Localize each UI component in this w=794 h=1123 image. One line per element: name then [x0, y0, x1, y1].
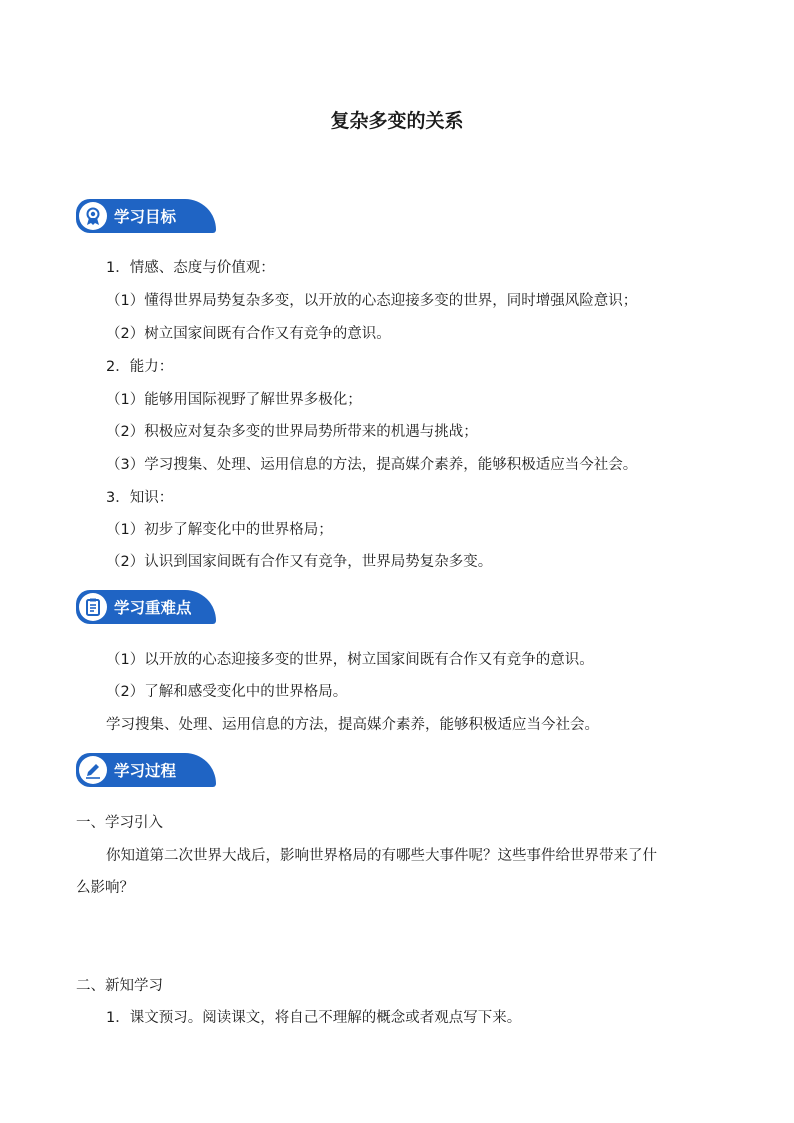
goal-line: （3）学习搜集、处理、运用信息的方法，提高媒介素养，能够积极适应当今社会。	[106, 457, 638, 473]
section-heading: 学习目标	[114, 208, 177, 226]
goal-line: 3．知识：	[106, 490, 174, 506]
award-ribbon-icon	[79, 202, 107, 230]
goal-line: （2）积极应对复杂多变的世界局势所带来的机遇与挑战；	[106, 424, 478, 440]
section-heading: 学习过程	[114, 762, 177, 780]
paragraph-line: 么影响？	[76, 880, 134, 896]
part-title: 二、新知学习	[76, 978, 163, 994]
pencil-icon	[79, 756, 107, 784]
keypoint-line: （1）以开放的心态迎接多变的世界，树立国家间既有合作又有竞争的意识。	[106, 652, 594, 668]
part-title: 一、学习引入	[76, 815, 163, 831]
goal-line: 2．能力：	[106, 359, 174, 375]
section-badge-process	[76, 753, 216, 787]
goal-line: （1）初步了解变化中的世界格局；	[106, 522, 333, 538]
keypoint-line: 学习搜集、处理、运用信息的方法，提高媒介素养，能够积极适应当今社会。	[106, 717, 599, 733]
section-badge-goals	[76, 199, 216, 233]
page-title: 复杂多变的关系	[330, 110, 464, 132]
goal-line: （2）树立国家间既有合作又有竞争的意识。	[106, 326, 391, 342]
paragraph-line: 1．课文预习。阅读课文，将自己不理解的概念或者观点写下来。	[106, 1010, 522, 1026]
paragraph-line: 你知道第二次世界大战后，影响世界格局的有哪些大事件呢？这些事件给世界带来了什	[106, 848, 657, 864]
clipboard-icon	[79, 593, 107, 621]
goal-line: （1）能够用国际视野了解世界多极化；	[106, 392, 362, 408]
goal-line: （1）懂得世界局势复杂多变，以开放的心态迎接多变的世界，同时增强风险意识；	[106, 293, 638, 309]
section-badge-keypoints	[76, 590, 216, 624]
section-heading: 学习重难点	[114, 599, 192, 617]
goal-line: （2）认识到国家间既有合作又有竞争，世界局势复杂多变。	[106, 554, 493, 570]
keypoint-line: （2）了解和感受变化中的世界格局。	[106, 684, 348, 700]
goal-line: 1．情感、态度与价值观：	[106, 260, 275, 276]
